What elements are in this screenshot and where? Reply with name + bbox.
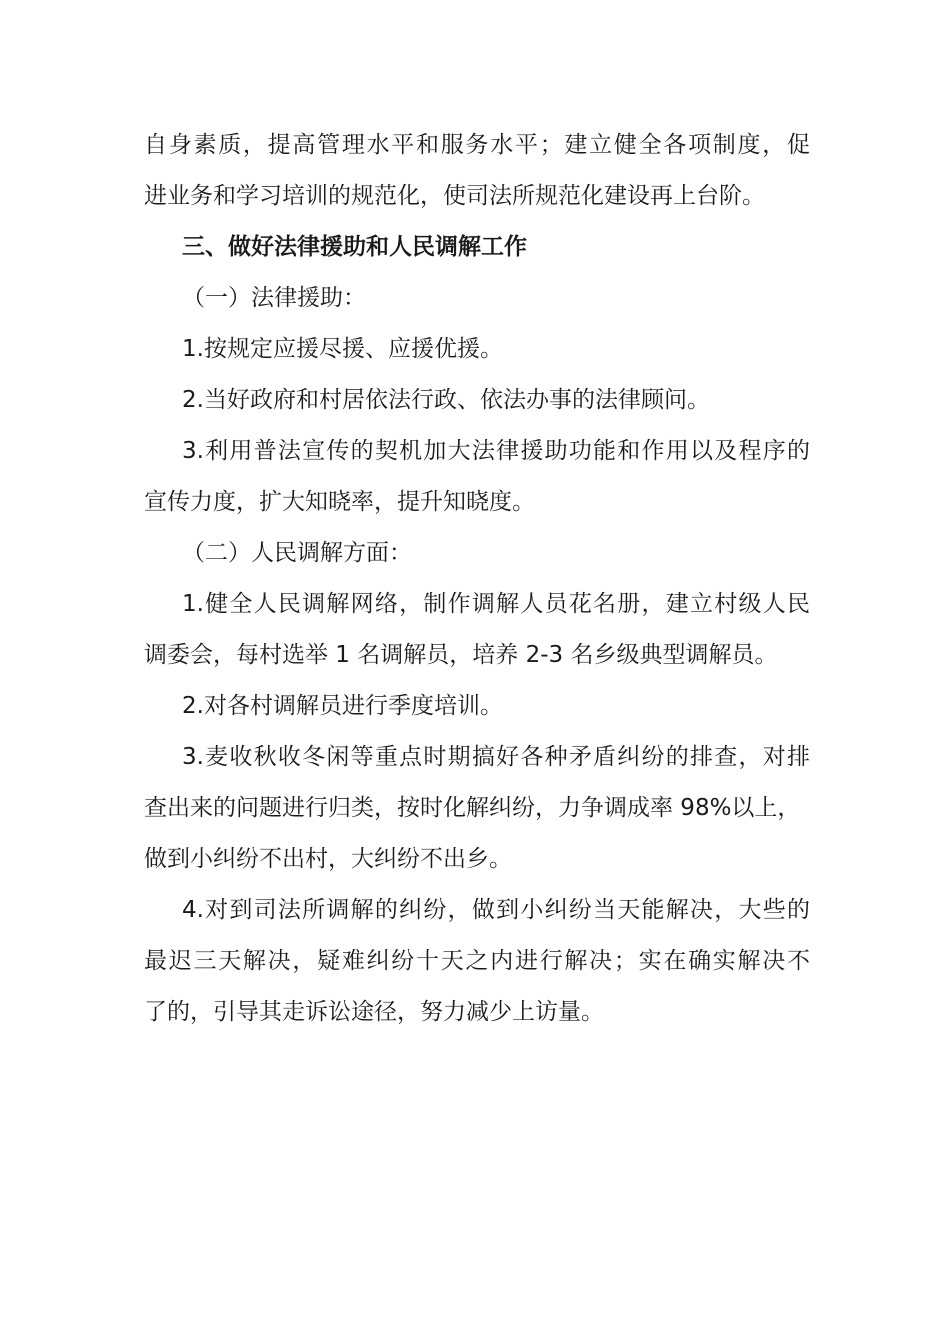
list-item: 3.麦收秋收冬闲等重点时期搞好各种矛盾纠纷的排查，对排 [182, 744, 810, 770]
list-item: 1.按规定应援尽援、应援优援。 [182, 336, 503, 362]
section-heading: 三、做好法律援助和人民调解工作 [182, 234, 527, 260]
list-item: 4.对到司法所调解的纠纷，做到小纠纷当天能解决，大些的 [182, 897, 810, 923]
paragraph-line: 自身素质，提高管理水平和服务水平；建立健全各项制度，促 [144, 132, 810, 158]
list-item: 2.对各村调解员进行季度培训。 [182, 693, 503, 719]
list-item-continuation: 做到小纠纷不出村，大纠纷不出乡。 [144, 846, 512, 872]
list-item: 2.当好政府和村居依法行政、依法办事的法律顾问。 [182, 387, 710, 413]
list-item-continuation: 调委会，每村选举 1 名调解员，培养 2-3 名乡级典型调解员。 [144, 642, 778, 668]
paragraph-line: 进业务和学习培训的规范化，使司法所规范化建设再上台阶。 [144, 183, 765, 209]
list-item-continuation: 了的，引导其走诉讼途径，努力减少上访量。 [144, 999, 604, 1025]
list-item: 1.健全人民调解网络，制作调解人员花名册，建立村级人民 [182, 591, 810, 617]
list-item-continuation: 最迟三天解决，疑难纠纷十天之内进行解决；实在确实解决不 [144, 948, 810, 974]
list-item: 3.利用普法宣传的契机加大法律援助功能和作用以及程序的 [182, 438, 810, 464]
list-item-continuation: 宣传力度，扩大知晓率，提升知晓度。 [144, 489, 535, 515]
list-item-continuation: 查出来的问题进行归类，按时化解纠纷，力争调成率 98%以上， [144, 795, 801, 821]
document-body [144, 120, 810, 1038]
subsection-heading: （二）人民调解方面： [182, 540, 412, 566]
subsection-heading: （一）法律援助： [182, 285, 366, 311]
